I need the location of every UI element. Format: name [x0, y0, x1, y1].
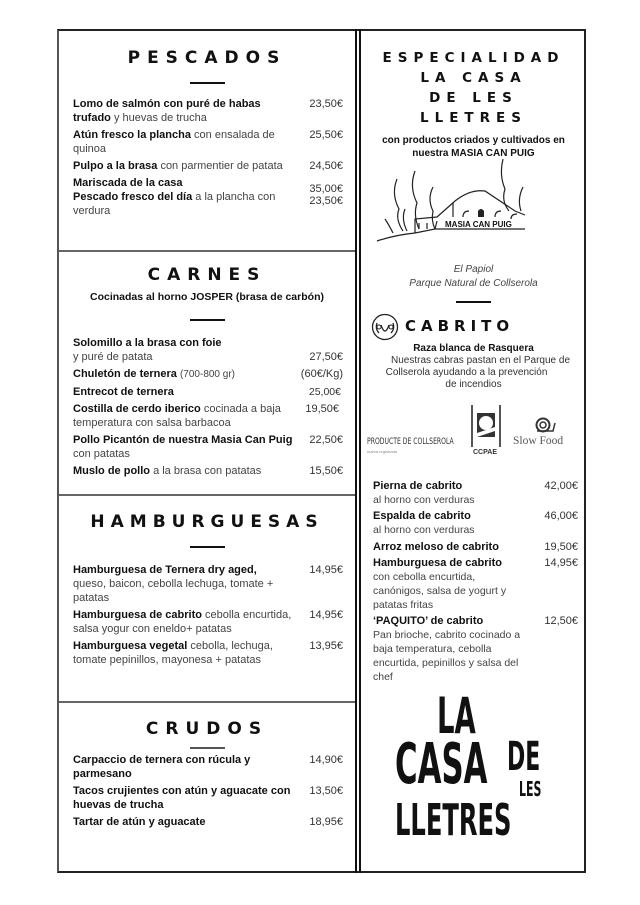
section-hamburguesas: [59, 512, 355, 548]
menu-frame: [57, 29, 586, 873]
hamburguesas-list: [73, 563, 351, 670]
divider-rule: [190, 319, 225, 321]
especialidad-subtitle: nuestra MASIA CAN PUIG: [412, 148, 535, 159]
especialidad-title-line: LA CASA: [420, 70, 527, 86]
list-item: Hamburguesa de cabrito cebolla encurtida, salsa yogur con eneldo+ patatas 14,95€: [73, 609, 343, 635]
cabrito-header: [371, 313, 586, 339]
location-park: Parque Natural de Collserola: [409, 278, 538, 289]
price: 18,95€: [309, 816, 343, 828]
price: 14,95€: [309, 609, 343, 621]
left-column: [59, 31, 355, 871]
price: 23,50€: [309, 195, 343, 207]
producte-collserola-logo: PRODUCTE DE COLLSEROLA: [367, 437, 454, 447]
list-item: Muslo de pollo a la brasa con patatas 15,50€: [73, 465, 343, 477]
price: 42,00€: [544, 480, 578, 492]
list-item: Hamburguesa de cabrito con cebolla encurtida, canónigos, salsa de yogurt y patatas fritas 14,95€: [373, 557, 578, 611]
section-title: CRUDOS: [145, 719, 269, 739]
cabrito-breed: Raza blanca de Rasquera: [413, 343, 534, 354]
location-town: El Papiol: [453, 264, 494, 275]
price: 12,50€: [544, 615, 578, 627]
price: 19,50€: [544, 541, 578, 553]
cabrito-list: [373, 479, 578, 686]
section-pescados: [59, 48, 355, 84]
price: 46,00€: [544, 510, 578, 522]
section-carnes: [59, 265, 355, 321]
list-item: Espalda de cabrito al horno con verduras 46,00€: [373, 510, 578, 536]
list-item: Hamburguesa de Ternera dry aged, queso, baicon, cebolla lechuga, tomate + patatas 14,95€: [73, 564, 343, 604]
masia-can-puig-illustration: [375, 159, 545, 249]
price: 27,50€: [309, 351, 343, 363]
price: 25,50€: [309, 129, 343, 141]
section-crudos: [59, 719, 355, 749]
list-item: Lomo de salmón con puré de habas trufado y huevas de trucha 23,50€: [73, 98, 343, 124]
list-item: Hamburguesa vegetal cebolla, lechuga, tomate pepinillos, mayonesa + patatas 13,95€: [73, 640, 343, 666]
section-title: PESCADOS: [127, 48, 287, 68]
ccpae-icon: [469, 403, 503, 449]
right-column: [361, 31, 586, 871]
price: 13,50€: [309, 785, 343, 797]
list-item: Atún fresco la plancha con ensalada de quinoa 25,50€: [73, 129, 343, 155]
ccpae-logo: CCPAE: [469, 403, 503, 459]
divider-rule: [190, 546, 225, 548]
price: 22,50€: [309, 434, 343, 446]
section-divider: [59, 250, 355, 252]
location: [361, 263, 586, 303]
price: 13,95€: [309, 640, 343, 652]
list-item: Pollo Picantón de nuestra Masia Can Puig con patatas 22,50€: [73, 434, 343, 460]
certification-logos: PRODUCTE DE COLLSEROLA marca registrada CCPAE Slow Food: [361, 401, 586, 463]
price: 14,95€: [309, 564, 343, 576]
list-item: Arroz meloso de cabrito 19,50€: [373, 541, 578, 553]
section-title: HAMBURGUESAS: [90, 512, 324, 532]
crudos-list: [73, 753, 351, 832]
especialidad-header: [361, 48, 586, 160]
price: 14,90€: [309, 754, 343, 766]
especialidad-title-line: LLETRES: [420, 110, 527, 126]
price: 15,50€: [309, 465, 343, 477]
section-divider: [59, 494, 355, 496]
pescados-list: [73, 97, 351, 221]
list-item: Tartar de atún y aguacate 18,95€: [73, 816, 343, 828]
list-item: Pescado fresco del día a la plancha con verdura 23,50€: [73, 191, 343, 217]
price: 25,00€: [308, 386, 341, 398]
price: (60€/Kg): [300, 368, 343, 380]
section-subtitle: Cocinadas al horno JOSPER (brasa de carbón): [90, 291, 324, 303]
list-item: Carpaccio de ternera con rúcula y parmesano 14,90€: [73, 754, 343, 780]
farmhouse-icon: [375, 159, 545, 249]
section-divider: [59, 701, 355, 703]
carnes-list: [73, 336, 351, 481]
la-casa-de-les-lletres-logo: LA CASA DE LES LLETRES: [395, 687, 542, 846]
list-item: Pierna de cabrito al horno con verduras 42,00€: [373, 480, 578, 506]
cabrito-title: CABRITO: [405, 317, 515, 335]
list-item: Mariscada de la casa 35,00€: [73, 177, 343, 195]
cabrito-info: Raza blanca de Rasquera Nuestras cabras pastan en el Parque de Collserola ayudando a la prevención de incendios: [361, 342, 586, 391]
goat-icon: [371, 313, 399, 341]
price: 23,50€: [309, 98, 343, 110]
list-item: Tacos crujientes con atún y aguacate con huevas de trucha 13,50€: [73, 785, 343, 811]
svg-text:MASIA CAN PUIG: MASIA CAN PUIG: [445, 220, 512, 229]
price: 19,50€: [305, 403, 339, 415]
list-item: Costilla de cerdo iberico cocinada a baja temperatura con salsa barbacoa 19,50€: [73, 403, 339, 429]
list-item: Solomillo a la brasa con foie y puré de patata 27,50€: [73, 337, 343, 363]
especialidad-subtitle: con productos criados y cultivados en: [382, 135, 565, 146]
price: 35,00€: [309, 183, 343, 195]
list-item: Entrecot de ternera 25,00€: [73, 386, 341, 398]
price: 24,50€: [309, 160, 343, 172]
list-item: Chuletón de ternera (700-800 gr) (60€/Kg): [73, 368, 343, 380]
list-item: ‘PAQUITO’ de cabrito Pan brioche, cabrito cocinado a baja temperatura, cebolla encurtida, pepinillos y salsa del chef 12,50€: [373, 615, 578, 683]
divider-rule: [190, 747, 225, 749]
especialidad-title-line: ESPECIALIDAD: [382, 50, 565, 66]
especialidad-title-line: DE LES: [429, 90, 518, 106]
divider-rule: [190, 82, 225, 84]
price: 14,95€: [544, 557, 578, 569]
section-title: CARNES: [147, 265, 267, 285]
list-item: Pulpo a la brasa con parmentier de patata 24,50€: [73, 160, 343, 172]
divider-rule: [456, 301, 491, 303]
snail-icon: [535, 417, 557, 433]
